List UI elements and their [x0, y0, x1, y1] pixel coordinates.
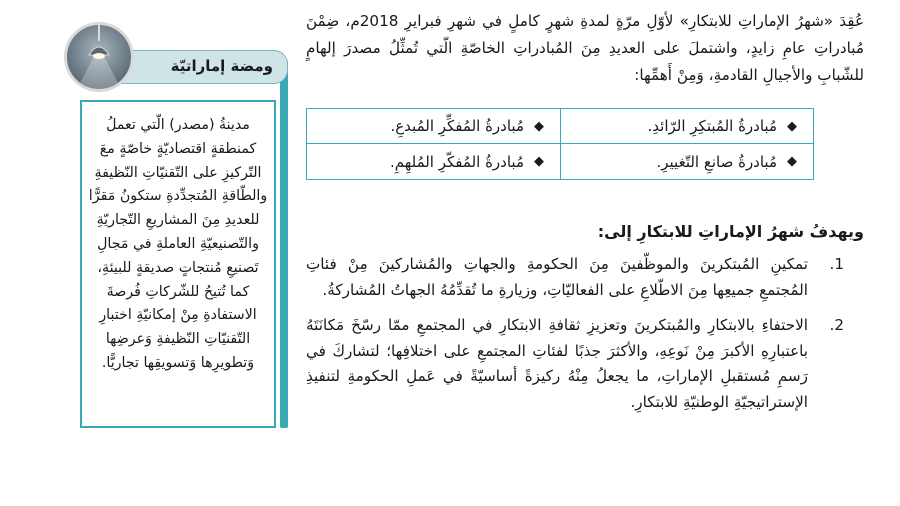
diamond-bullet-icon: ◆ — [534, 154, 544, 169]
ceiling-lamp-icon — [64, 22, 134, 92]
initiative-cell — [307, 144, 560, 179]
initiative-label: مُبادرةُ المُبتكِرِ الرّائدِ. — [647, 117, 777, 135]
initiative-cell — [307, 109, 560, 144]
goals-heading: ويهدفُ شهرُ الإماراتِ للابتكارِ إلى: — [597, 222, 864, 241]
emirati-flash-sidebar — [64, 22, 296, 428]
diamond-bullet-icon: ◆ — [787, 118, 797, 134]
sidebar-text-box — [80, 100, 276, 428]
goals-list — [306, 252, 844, 426]
initiatives-table — [306, 108, 814, 180]
sidebar-body-text: مدينةُ (مصدر) الّتي تعملُ كمنطقةٍ اقتصاديّةٍ خاصّةٍ معَ التّركيزِ على التّقنيّاتِ النّظيفةِ والطّاقةِ المُتجدِّدةِ ستكونُ مَقرًّا للعديدِ مِنَ المشاريعِ التّجاريّةِ والتّصنيعيّةِ العاملةِ في مَجالِ تَصنيعِ مُنتجاتٍ صديقةٍ للبيئةِ، كما تُتيحُ للشّركاتِ فُرصةَ الاستفادةِ مِنْ إمكانيّةِ اختبارِ التّقنيّاتِ النّظيفةِ وَعرضِها وَتطويرِها وَتسويقِها تجاريًّا. — [88, 117, 268, 371]
diamond-bullet-icon: ◆ — [534, 118, 544, 134]
initiative-cell — [560, 144, 813, 179]
goal-text: تمكينِ المُبتكرينَ والموظّفينَ مِنَ الحكومةِ والجهاتِ والمُشاركينَ مِنْ فئاتِ المُجتمعِ جميعِها مِنَ الاطّلاعِ على الفعاليّاتِ، وزيارةِ ما تُقدِّمُهُ الجهاتُ المُشاركةُ. — [306, 255, 808, 299]
goal-number: 2. — [829, 316, 844, 335]
goal-item — [306, 252, 844, 303]
sidebar-accent-bar — [280, 60, 288, 428]
sidebar-header — [120, 50, 288, 84]
initiative-cell — [560, 109, 813, 144]
intro-paragraph: عُقِدَ «شهرُ الإماراتِ للابتكارِ» لأوّلِ مرّةٍ لمدةِ شهرٍ كاملٍ في شهرِ فبرايرِ 2018م، ضِمْنَ مُبادراتِ عامِ زايدٍ، واشتملَ على العديدِ مِنَ المُبادراتِ الخاصّةِ الّتي تُمثِّلُ مصدرَ إلهامٍ للشّبابِ والأجيالِ القادمةِ، وَمِنْ أَهمِّها: — [306, 12, 865, 84]
initiative-label: مُبادرةُ المُفكّرِ المُلهِمِ. — [389, 152, 524, 171]
initiative-label: مُبادرةُ صانعِ التّغييرِ. — [656, 152, 777, 171]
goal-item — [306, 313, 844, 415]
goal-text: الاحتفاءِ بالابتكارِ والمُبتكرينَ وتعزيزِ ثقافةِ الابتكارِ في المجتمعِ ممّا رسّخَ مَكانَتَهُ باعتبارِهِ الأكبرَ مِنْ نَوعِهِ، والأكثرَ جذبًا لفئاتِ المجتمعِ على اختلافِها؛ لتشاركَ في رَسمِ مُستقبلِ الإماراتِ، ما يجعلُ مِنْهُ ركيزةً أساسيّةً في عَملِ الحكومةِ لتنفيذِ الإستراتيجيّةِ الوطنيّةِ للابتكارِ. — [306, 316, 808, 411]
diamond-bullet-icon: ◆ — [787, 154, 797, 169]
goal-number: 1. — [829, 255, 844, 273]
sidebar-title: ومضة إماراتيّة — [170, 57, 273, 75]
initiative-label: مُبادرةُ المُفكِّرِ المُبدعِ. — [390, 117, 524, 135]
